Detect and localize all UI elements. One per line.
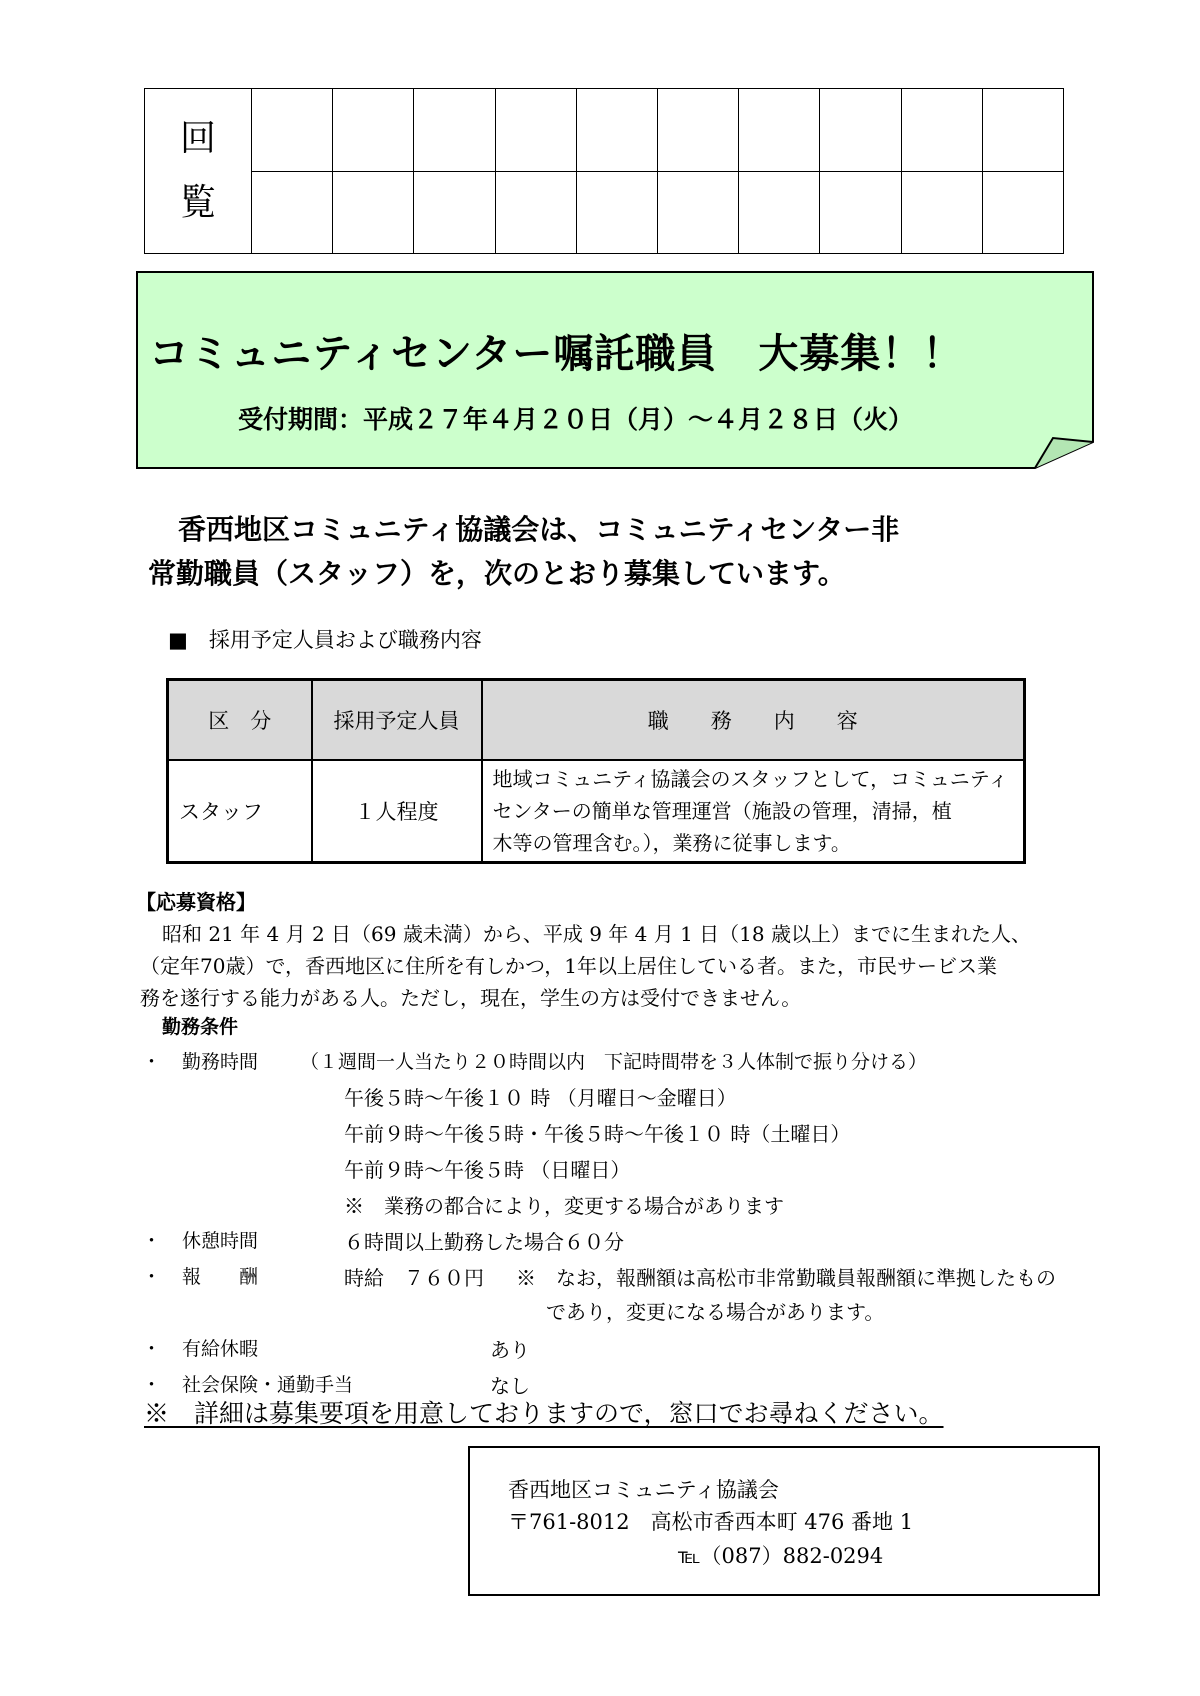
table-row <box>168 760 1025 863</box>
header-count: 採用予定人員 <box>312 680 482 761</box>
bullet: ・ <box>142 1374 162 1396</box>
pay-note: であり，変更になる場合があります。 <box>546 1300 885 1324</box>
break-label: 休憩時間 <box>182 1230 259 1252</box>
stamp-cell <box>657 171 738 254</box>
qualification-line: （定年70歳）で，香西地区に住所を有しかつ，1年以上居住している者。また，市民サービス業 <box>140 954 997 978</box>
bullet: ・ <box>142 1338 162 1360</box>
cell-duties <box>482 760 1025 863</box>
stamp-cell <box>901 89 982 172</box>
application-period: 受付期間：平成２７年４月２０日（月）～４月２８日（火） <box>238 405 914 434</box>
circulation-label-bottom: 覧 <box>179 182 216 223</box>
contact-tel: ℡（087）882-0294 <box>678 1544 884 1568</box>
contact-box <box>468 1446 1100 1596</box>
stamp-cell <box>820 89 901 172</box>
header-duties: 職 務 内 容 <box>482 680 1025 761</box>
qualification-heading: 【応募資格】 <box>136 890 256 914</box>
cell-category: スタッフ <box>168 760 312 863</box>
break-value: ６時間以上勤務した場合６０分 <box>344 1230 624 1254</box>
recruitment-banner <box>135 270 1095 470</box>
contact-org: 香西地区コミュニティ協議会 <box>508 1478 779 1502</box>
stamp-cell <box>495 171 576 254</box>
leave-label: 有給休暇 <box>182 1338 259 1360</box>
stamp-cell <box>252 171 333 254</box>
pay-label: 報 酬 <box>182 1266 259 1288</box>
conditions-heading: 勤務条件 <box>162 1016 239 1038</box>
pay-note: ※ なお，報酬額は高松市非常勤職員報酬額に準拠したもの <box>516 1266 1056 1290</box>
bullet: ・ <box>142 1266 162 1288</box>
insurance-label: 社会保険・通勤手当 <box>182 1374 354 1396</box>
circulation-box <box>144 88 1064 254</box>
stamp-cell <box>252 89 333 172</box>
bullet: ・ <box>142 1051 162 1073</box>
stamp-cell <box>739 171 820 254</box>
intro-line-1: 香西地区コミュニティ協議会は、コミュニティセンター非 <box>178 513 900 546</box>
recruit-heading: ■ 採用予定人員および職務内容 <box>168 628 482 652</box>
stamp-cell <box>657 89 738 172</box>
banner-title: コミュニティセンター嘱託職員 大募集！！ <box>149 331 964 377</box>
bullet: ・ <box>142 1230 162 1252</box>
hours-line: 午後５時～午後１０ 時 （月曜日～金曜日） <box>344 1086 737 1110</box>
insurance-value: なし <box>490 1374 530 1398</box>
leave-value: あり <box>490 1338 530 1362</box>
stamp-cell <box>982 171 1063 254</box>
stamp-cell <box>576 89 657 172</box>
stamp-cell <box>333 89 414 172</box>
cell-count: １人程度 <box>312 760 482 863</box>
circulation-label <box>145 89 252 254</box>
qualification-line: 務を遂行する能力がある人。ただし，現在，学生の方は受付できません。 <box>140 986 802 1010</box>
header-category: 区 分 <box>168 680 312 761</box>
duty-line: 木等の管理含む。），業務に従事します。 <box>492 831 851 855</box>
stamp-cell <box>820 171 901 254</box>
duty-line: センターの簡単な管理運営（施設の管理，清掃，植 <box>492 799 952 823</box>
stamp-cell <box>576 171 657 254</box>
intro-line-2: 常勤職員（スタッフ）を，次のとおり募集しています。 <box>148 557 846 590</box>
pay-value: 時給 ７６０円 <box>344 1266 484 1290</box>
job-table-header <box>168 680 1025 761</box>
stamp-cell <box>495 89 576 172</box>
stamp-cell <box>982 89 1063 172</box>
stamp-cell <box>414 89 495 172</box>
job-table <box>166 678 1026 864</box>
hours-note: （１週間一人当たり２０時間以内 下記時間帯を３人体制で振り分ける） <box>300 1051 928 1073</box>
contact-address: 〒761-8012 高松市香西本町 476 番地 1 <box>508 1510 914 1534</box>
hours-line: 午前９時～午後５時 （日曜日） <box>344 1158 631 1182</box>
hours-line: 午前９時～午後５時・午後５時～午後１０ 時（土曜日） <box>344 1122 851 1146</box>
stamp-cell <box>414 171 495 254</box>
details-note: ※ 詳細は募集要項を用意しておりますので，窓口でお尋ねください。 <box>144 1399 944 1428</box>
hours-label: 勤務時間 <box>182 1051 259 1073</box>
stamp-cell <box>739 89 820 172</box>
hours-line: ※ 業務の都合により，変更する場合があります <box>344 1194 784 1218</box>
stamp-cell <box>333 171 414 254</box>
duty-line: 地域コミュニティ協議会のスタッフとして，コミュニティ <box>492 767 1009 791</box>
stamp-cell <box>901 171 982 254</box>
circulation-label-top: 回 <box>179 118 216 159</box>
qualification-line: 昭和 21 年 4 月 2 日（69 歳未満）から、平成 9 年 4 月 1 日（18 歳以上）までに生まれた人、 <box>162 922 1031 946</box>
